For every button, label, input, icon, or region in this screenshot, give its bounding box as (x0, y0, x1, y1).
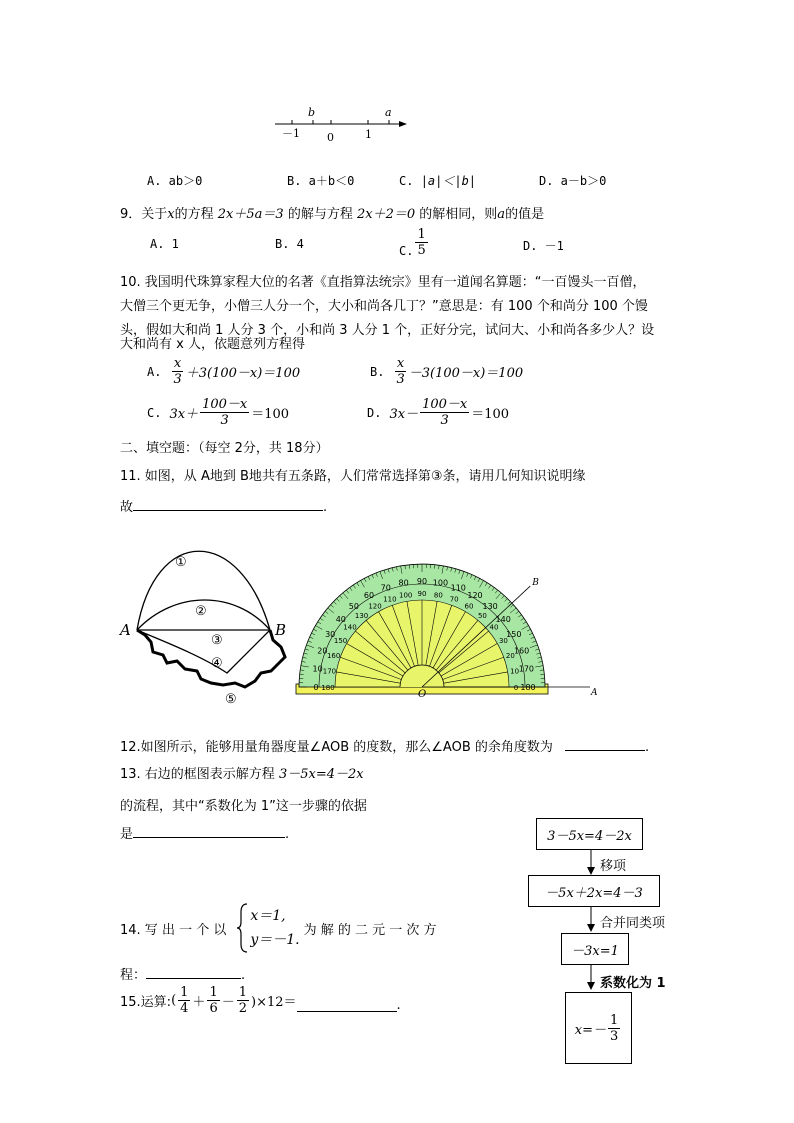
q10-line-1: 10. 我国明代珠算家程大位的名著《直指算法统宗》里有一道闻名算题：“一百馒头一百僧， (120, 275, 646, 290)
q10-a-rest: ＋3(100－x)＝100 (185, 366, 301, 381)
q14-line-1 (120, 902, 437, 954)
flow-box-2: －5x＋2x=4－3 (528, 875, 660, 907)
q10-c-den: 3 (220, 413, 229, 428)
protractor-inner-label: 160 (326, 651, 341, 660)
flow-box-4-lead: x=－ (574, 1022, 606, 1038)
q15-fraction-3 (237, 985, 249, 1016)
q9-option-c (399, 227, 430, 258)
road-label-3: ③ (211, 633, 223, 648)
q9-var-a: a (497, 207, 506, 222)
protractor-inner-label: 100 (398, 591, 413, 600)
q8-option-c-label: C. (399, 174, 421, 188)
q11-end: . (323, 500, 328, 515)
q10-d-label: D. (367, 405, 382, 420)
q8-option-c (399, 172, 476, 189)
protractor-outer-label: 80 (398, 578, 409, 588)
q9-option-d: D. －1 (523, 239, 564, 253)
tick-neg1: －1 (282, 127, 300, 140)
protractor-outer-label: 160 (513, 646, 530, 656)
q10-b-den: 3 (396, 372, 405, 387)
label-b: b (308, 106, 316, 119)
protractor-outer-label: 150 (506, 630, 522, 639)
q9-option-a: A. 1 (150, 237, 179, 251)
label-a: a (385, 106, 392, 119)
q10-a-num: x (173, 356, 182, 371)
q10-option-a (147, 356, 300, 387)
q15-fraction-1 (178, 985, 190, 1016)
protractor-outer-label: 180 (520, 683, 536, 692)
tick-0: 0 (327, 131, 334, 144)
q15-end: . (396, 998, 401, 1013)
q10-line-2: 大僧三个更无争，小僧三人分一个，大小和尚各几丁？”意思是：有 100 个和尚分 100 个馒 (120, 299, 648, 314)
protractor-outer-label: 170 (518, 664, 535, 674)
q15-open: ( (171, 993, 177, 1008)
q10-d-rest: ＝100 (471, 407, 510, 422)
q8-option-b: B. a＋b＜0 (287, 174, 355, 188)
q15-lead: 15.运算: (120, 995, 172, 1010)
flow-box-4 (565, 992, 632, 1064)
q15-close: )×12＝ (251, 995, 297, 1010)
protractor-inner-label: 80 (433, 591, 443, 600)
q14-end: . (241, 968, 246, 983)
q10-c-label: C. (147, 405, 162, 420)
q9-stem-5: 的值是 (505, 207, 545, 222)
protractor-outer-label: 70 (380, 583, 391, 593)
q13-equation: 3－5x=4－2x (278, 767, 364, 782)
q12-text: 12.如图所示，能够用量角器度量∠AOB 的度数，那么∠AOB 的余角度数为 (120, 740, 553, 755)
q13-end: . (285, 827, 290, 842)
protractor-inner-label: 10 (510, 667, 520, 676)
protractor-outer-label: 10 (312, 664, 323, 674)
q9-stem-1: 9．关于 (120, 207, 168, 222)
road-point-b: B (275, 621, 287, 639)
tick-1: 1 (365, 128, 372, 141)
protractor-inner-label: 20 (505, 651, 515, 660)
q10-a-fraction (171, 356, 183, 387)
road-label-1: ① (175, 555, 187, 570)
protractor-inner-label: 150 (333, 637, 348, 645)
protractor-outer-label: 130 (482, 601, 498, 611)
q14-prefix: 程： (120, 968, 147, 983)
protractor-inner-label: 60 (464, 602, 474, 611)
q14-brace (236, 902, 250, 954)
q11-prefix: 故 (120, 500, 134, 515)
q10-c-rest: ＝100 (251, 407, 290, 422)
q15-f3-den: 2 (238, 1001, 248, 1016)
q9-option-b: B. 4 (275, 237, 304, 251)
q15-fraction-2 (207, 985, 219, 1016)
flow-box-1: 3－5x=4－2x (536, 818, 643, 850)
q9-stem (120, 203, 544, 222)
q13-line-2: 的流程，其中“系数化为 1”这一步骤的依据 (120, 799, 367, 814)
q10-a-den: 3 (173, 372, 182, 387)
protractor-outer-label: 110 (450, 583, 466, 593)
flow-step-3: 系数化为 1 (600, 976, 666, 991)
q10-c-num: 100－x (202, 397, 248, 412)
q8-option-d: D. a－b＞0 (539, 174, 607, 188)
protractor-figure (285, 555, 598, 705)
q15-answer-blank[interactable] (297, 999, 397, 1012)
flow-box-3: －3x=1 (561, 933, 629, 965)
q9-equation-2: 2x＋2＝0 (356, 207, 416, 222)
q9-stem-2: 的方程 (174, 207, 214, 222)
q11-line-2 (120, 496, 327, 515)
q14-system-eq-2: y＝－1. (250, 932, 300, 948)
flow-arrow-1 (586, 849, 596, 876)
q10-a-label: A. (147, 364, 162, 379)
road-point-a: A (120, 621, 131, 639)
q9-stem-3: 的解与方程 (287, 207, 353, 222)
q9-option-c-label: C. (399, 243, 414, 258)
protractor-outer-label: 100 (432, 578, 449, 588)
q10-option-b (370, 356, 523, 387)
q10-d-fraction (420, 397, 469, 428)
protractor-inner-label: 0 (513, 684, 519, 692)
protractor-inner-label: 140 (343, 623, 357, 632)
q9-var-x: x (167, 207, 175, 222)
q8-option-a: A. ab＞0 (147, 174, 203, 188)
q14-answer-blank[interactable] (146, 966, 241, 979)
q12-line (120, 736, 649, 755)
q15-f1-den: 4 (180, 1001, 189, 1016)
protractor-outer-label: 20 (317, 646, 328, 656)
q10-line-4: 大和尚有 x 人，依题意列方程得 (120, 337, 305, 352)
protractor-inner-label: 120 (368, 602, 382, 611)
q10-c-lead: 3x＋ (169, 407, 199, 422)
road-label-4: ④ (211, 656, 223, 671)
q10-b-fraction (394, 356, 406, 387)
q15-f1-num: 1 (180, 985, 189, 1000)
q15-f2-den: 6 (209, 1001, 218, 1016)
q12-answer-blank[interactable] (565, 738, 645, 751)
protractor-outer-label: 90 (416, 577, 428, 586)
protractor-outer-label: 40 (335, 614, 346, 624)
protractor-outer-label: 140 (495, 614, 511, 624)
q15-f2-num: 1 (209, 985, 218, 1000)
q10-b-label: B. (370, 364, 385, 379)
q13-line-1-text: 13. 右边的框图表示解方程 (120, 767, 275, 782)
q14-text-a: 14. 写 出 一 个 以 (120, 922, 227, 938)
q9-stem-4: 的解相同，则 (419, 207, 498, 222)
protractor-inner-label: 40 (489, 623, 499, 632)
q10-c-fraction (200, 397, 249, 428)
q10-d-num: 100－x (422, 397, 468, 412)
q9-c-denominator: 5 (417, 243, 426, 258)
flow-step-1: 移项 (600, 859, 627, 874)
protractor-outer-label: 0 (313, 683, 319, 692)
protractor-inner-label: 110 (383, 595, 397, 604)
q15-f3-num: 1 (238, 985, 248, 1000)
q14-text-b: 为 解 的 二 元 一 次 方 (303, 922, 437, 938)
q14-system (250, 904, 299, 952)
road-label-2: ② (195, 604, 207, 619)
point-a-label: A (591, 688, 598, 698)
q15-minus: － (221, 995, 235, 1010)
q13-line-3 (120, 823, 289, 842)
roads-figure (115, 545, 295, 710)
flow-box-4-den: 3 (609, 1028, 619, 1044)
protractor-group (296, 564, 598, 700)
q10-option-d (367, 397, 509, 428)
protractor-outer-label: 50 (348, 601, 359, 611)
q15-line (120, 985, 401, 1016)
q13-answer-blank[interactable] (133, 825, 285, 838)
protractor-inner-label: 70 (449, 595, 459, 604)
q13-prefix: 是 (120, 827, 134, 842)
q10-b-num: x (396, 356, 405, 371)
protractor-outer-label: 120 (467, 591, 483, 601)
protractor-inner-label: 30 (498, 637, 508, 645)
section-2-title: 二、填空题：（每空 2分，共 18分） (120, 441, 329, 456)
road-label-5: ⑤ (225, 692, 237, 707)
q9-c-numerator: 1 (417, 227, 426, 242)
q13-line-1 (120, 763, 364, 782)
point-o-label: O (418, 689, 427, 700)
protractor-inner-label: 170 (322, 667, 337, 676)
q10-option-c (147, 397, 289, 428)
q9-equation-1: 2x＋5a＝3 (217, 207, 284, 222)
flow-arrow-3 (586, 964, 596, 991)
q8-option-c-expr: |a|＜|b| (420, 174, 477, 188)
q10-b-rest: －3(100－x)＝100 (408, 366, 524, 381)
q12-end: . (645, 740, 650, 755)
q10-d-lead: 3x－ (389, 407, 419, 422)
flow-box-4-fraction (608, 1013, 620, 1044)
point-b-label: B (532, 578, 539, 589)
q14-system-eq-1: x＝1, (250, 908, 286, 924)
protractor-inner-label: 90 (417, 590, 427, 598)
q11-answer-blank[interactable] (133, 498, 323, 511)
q10-d-den: 3 (440, 413, 449, 428)
protractor-inner-label: 50 (477, 611, 487, 620)
q15-plus: ＋ (192, 995, 206, 1010)
flow-box-4-num: 1 (609, 1012, 619, 1028)
flow-arrow-2 (586, 906, 596, 933)
protractor-inner-label: 130 (354, 611, 369, 620)
protractor-outer-label: 60 (363, 591, 375, 601)
protractor-inner-label: 180 (321, 684, 335, 692)
q10-line-3: 头，假如大和尚 1 人分 3 个，小和尚 3 人分 1 个，正好分完，试问大、小和尚各多少人？设 (120, 323, 655, 338)
q14-line-2 (120, 964, 245, 983)
number-line-figure (270, 104, 420, 144)
q9-option-c-fraction (415, 227, 427, 258)
flow-step-2: 合并同类项 (600, 916, 666, 931)
protractor-outer-label: 30 (325, 630, 336, 639)
q11-line-1: 11. 如图，从 A地到 B地共有五条路，人们常常选择第③条，请用几何知识说明缘 (120, 469, 586, 484)
